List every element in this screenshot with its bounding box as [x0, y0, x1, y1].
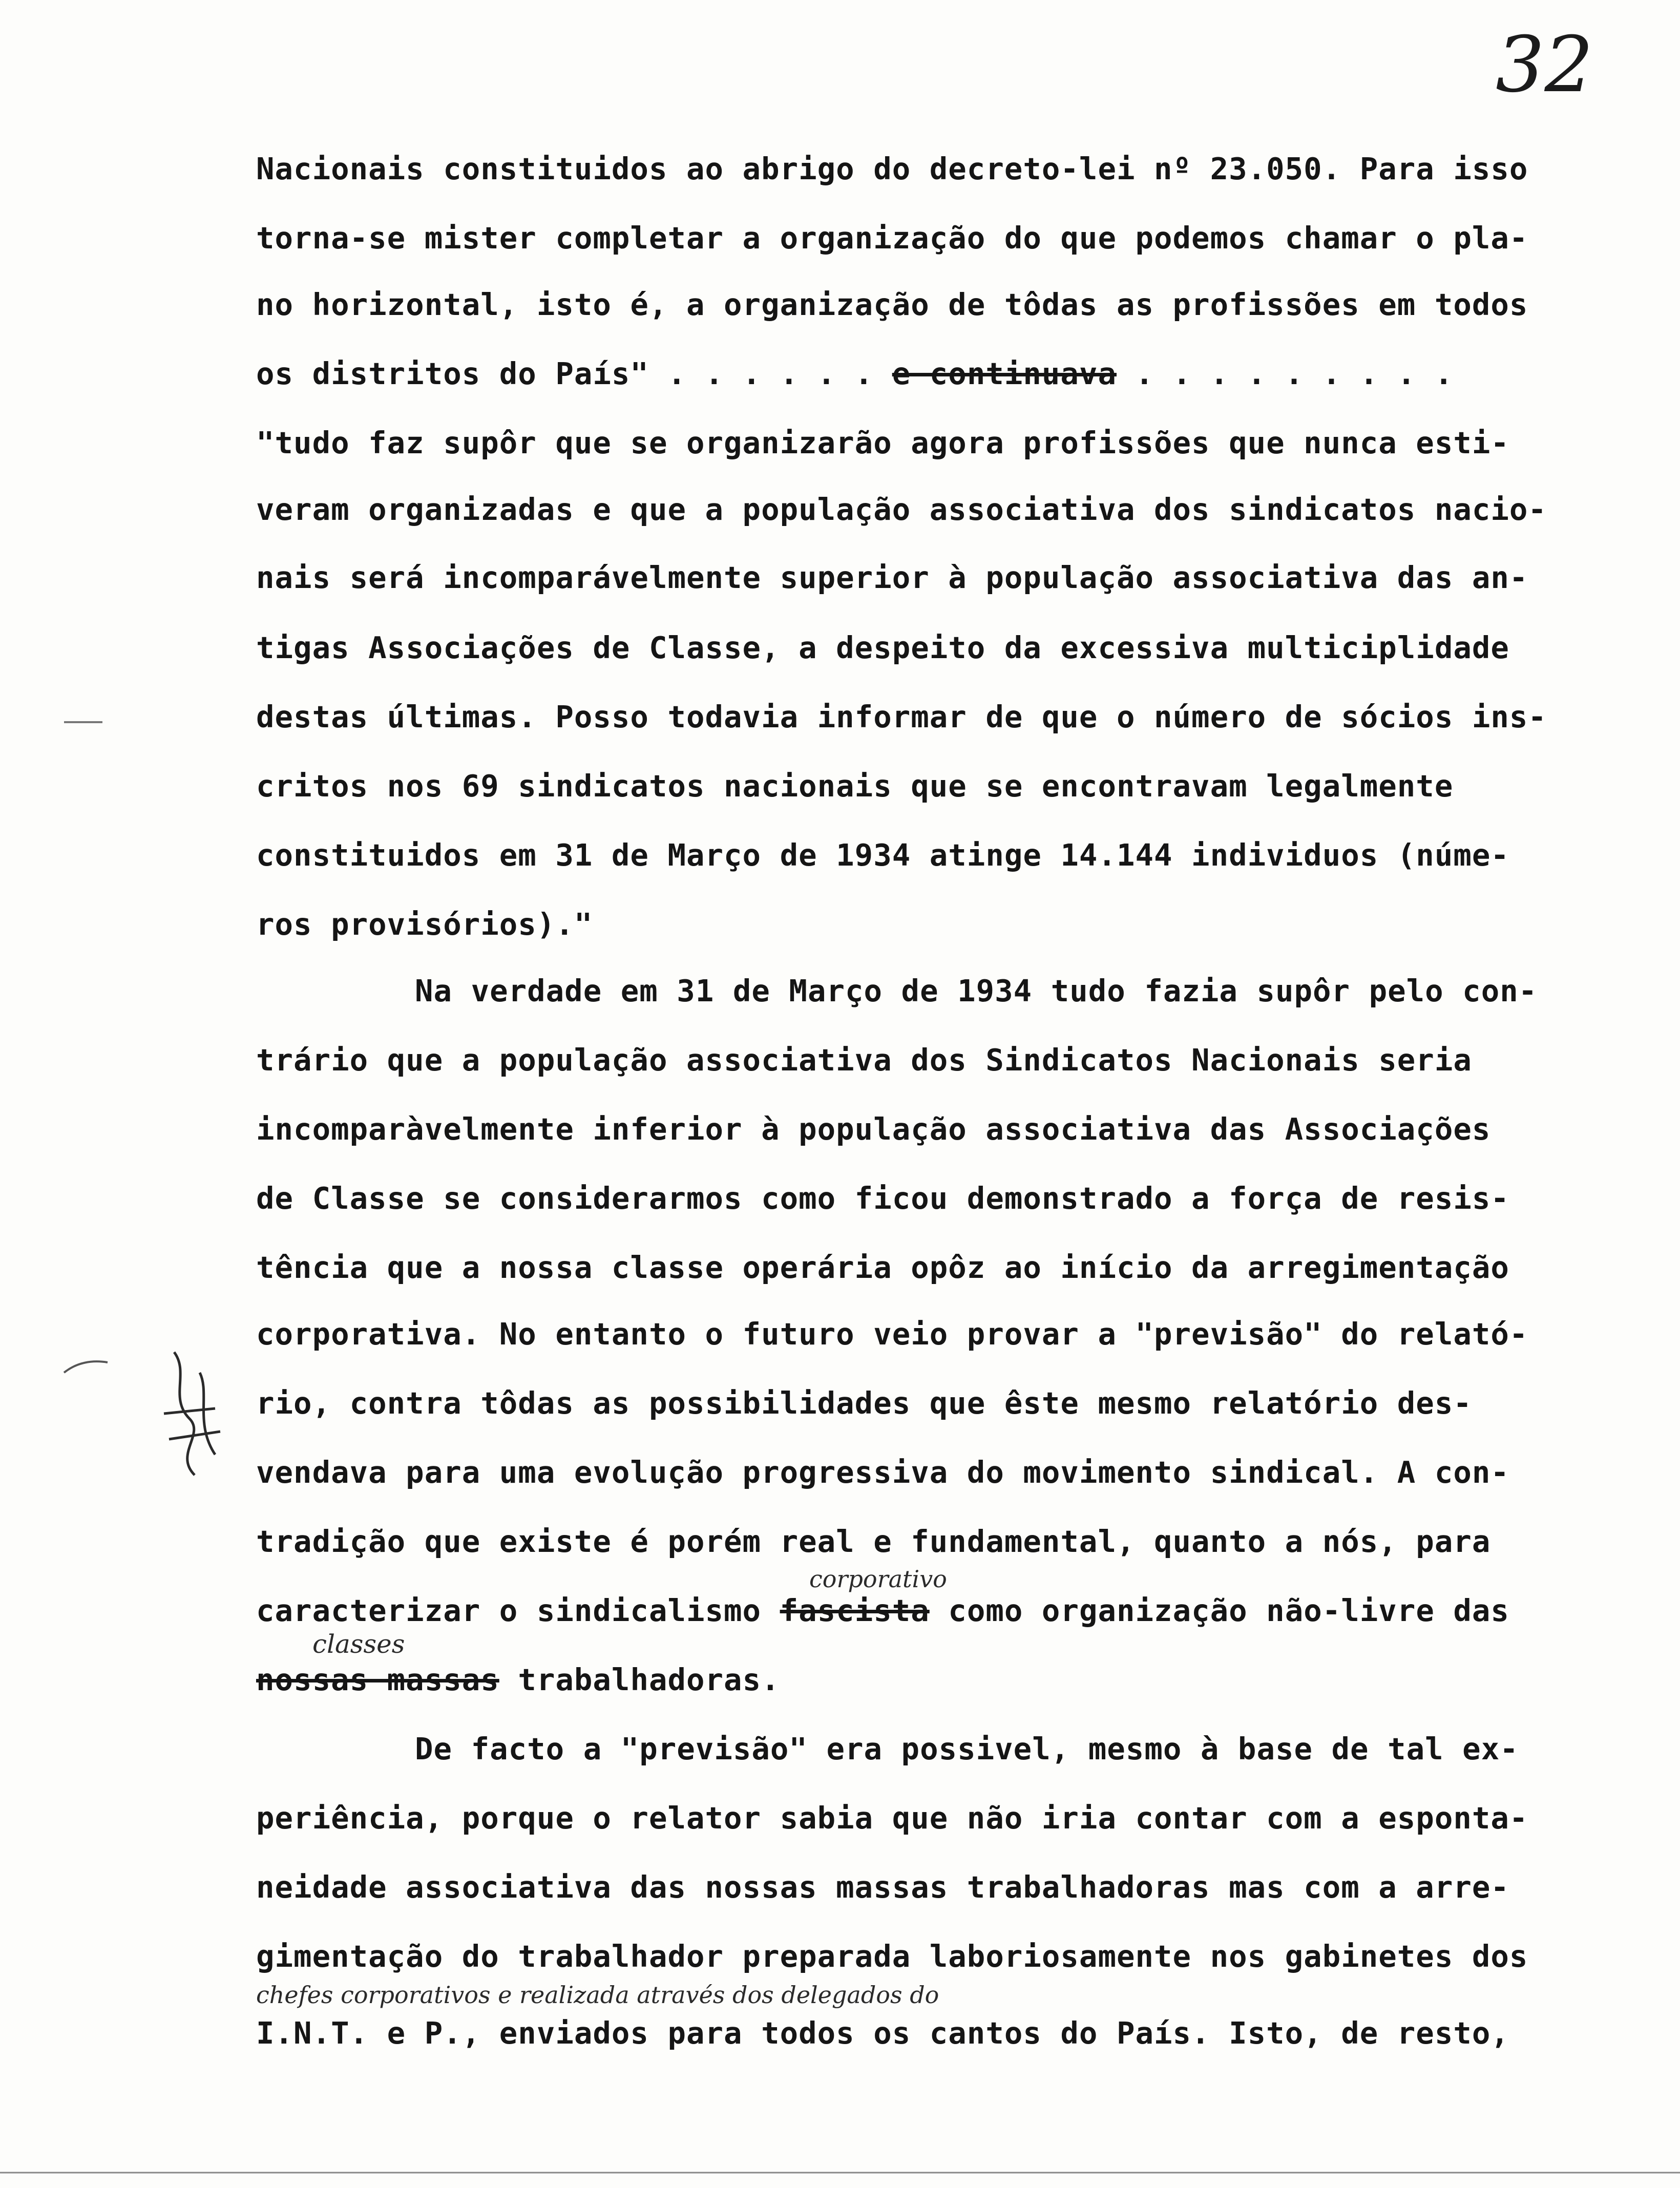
text-line: veram organizadas e que a população associativa dos sindicatos nacio- — [256, 492, 1547, 527]
text-line: vendava para uma evolução progressiva do movimento sindical. A con- — [256, 1455, 1509, 1490]
margin-scribble-icon — [154, 1342, 246, 1506]
text-line-part: caracterizar o sindicalismo — [256, 1593, 762, 1628]
text-line: incomparàvelmente inferior à população associativa das Associações — [256, 1111, 1491, 1147]
struck-text: e continuava — [892, 356, 1117, 391]
text-line: periência, porque o relator sabia que não iria contar com a esponta- — [256, 1800, 1528, 1836]
text-line — [256, 1662, 780, 1697]
text-line: tência que a nossa classe operária opôz ao início da arregimentação — [256, 1250, 1509, 1285]
text-line: nais será incomparávelmente superior à população associativa das an- — [256, 560, 1528, 595]
text-line: gimentação do trabalhador preparada laboriosamente nos gabinetes dos — [256, 1939, 1528, 1974]
text-line: Nacionais constituidos ao abrigo do decreto-lei nº 23.050. Para isso — [256, 151, 1528, 186]
text-line: neidade associativa das nossas massas trabalhadoras mas com a arre- — [256, 1869, 1509, 1905]
text-line: tigas Associações de Classe, a despeito da excessiva multiciplidade — [256, 630, 1509, 665]
handwritten-correction: classes — [312, 1629, 405, 1659]
text-line: de Classe se considerarmos como ficou demonstrado a força de resis- — [256, 1181, 1509, 1216]
handwritten-insertion: chefes corporativos e realizada através dos delegados do — [256, 1981, 939, 2009]
text-line: critos nos 69 sindicatos nacionais que se encontravam legalmente — [256, 768, 1454, 804]
page-number: 32 — [1496, 20, 1593, 110]
text-line-part: como organização não-livre das — [948, 1593, 1509, 1628]
text-line: ros provisórios)." — [256, 907, 593, 942]
text-line: I.N.T. e P., enviados para todos os cantos do País. Isto, de resto, — [256, 2015, 1509, 2051]
text-line-part: trabalhadoras. — [518, 1662, 780, 1697]
text-line: destas últimas. Posso todavia informar de que o número de sócios ins- — [256, 699, 1547, 734]
text-line: constituidos em 31 de Março de 1934 atinge 14.144 individuos (núme- — [256, 837, 1509, 873]
text-line: rio, contra tôdas as possibilidades que êste mesmo relatório des- — [256, 1385, 1472, 1421]
bottom-rule — [0, 2170, 1680, 2176]
text-line — [256, 220, 1528, 256]
text-line: tradição que existe é porém real e fundamental, quanto a nós, para — [256, 1524, 1491, 1559]
margin-tick-icon — [61, 1357, 113, 1378]
text-line: corporativa. No entanto o futuro veio provar a "previsão" do relató- — [256, 1316, 1528, 1352]
text-line: De facto a "previsão" era possivel, mesmo à base de tal ex- — [415, 1731, 1519, 1766]
text-line-part: os distritos do País" . . . . . . — [256, 356, 874, 391]
text-line: "tudo faz supôr que se organizarão agora profissões que nunca esti- — [256, 425, 1509, 460]
struck-text: nossas massas — [256, 1662, 499, 1697]
text-line — [256, 1595, 1509, 1626]
text-line: Na verdade em 31 de Março de 1934 tudo fazia supôr pelo con- — [415, 973, 1538, 1008]
struck-text: fascista — [780, 1593, 930, 1628]
text-line: no horizontal, isto é, a organização de tôdas as profissões em todos — [256, 287, 1528, 322]
text-line: trário que a população associativa dos Sindicatos Nacionais seria — [256, 1042, 1472, 1078]
text-line: os distritos do País" . . . . . . e continuava . . . . . . . . . — [256, 356, 1454, 391]
handwritten-correction: corporativo — [809, 1565, 947, 1593]
margin-tick-icon — [61, 717, 108, 727]
text-line-part: torna-se mister completar a organização do que podemos chamar o pla- — [256, 220, 1528, 256]
